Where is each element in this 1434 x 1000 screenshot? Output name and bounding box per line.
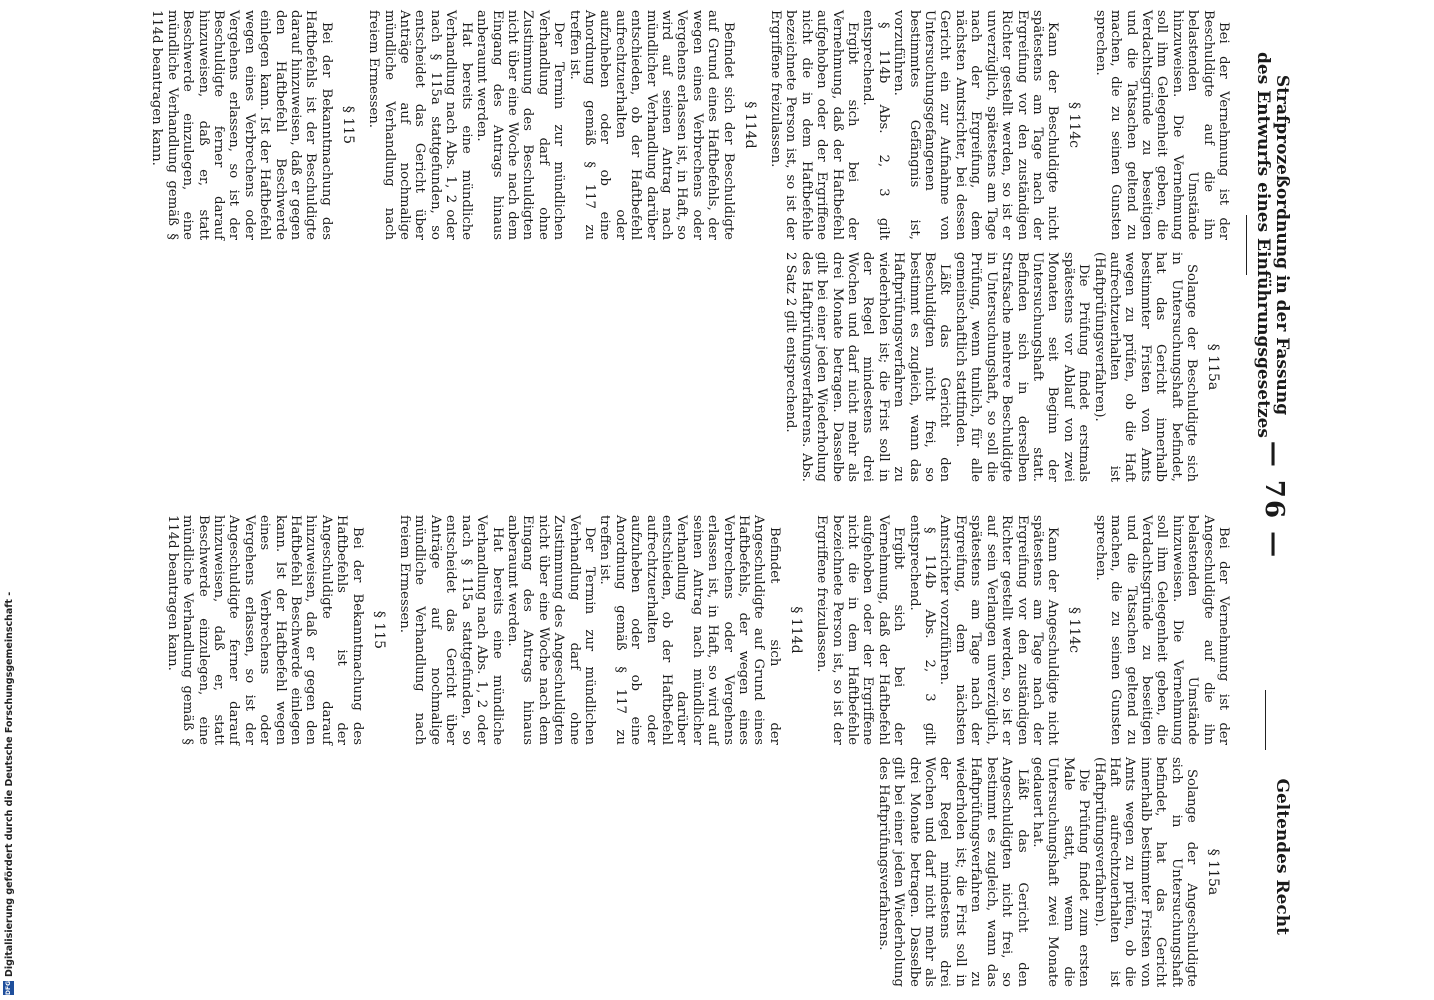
paragraph: Bei der Vernehmung ist der Beschuldigte auf die ihn belastenden Umstände hinzuweisen. Die Vernehmung soll ihm Gelegenheit geben, die Verdachtsgründe zu beseitigen und die Tatsachen geltend zu machen, die zu seinen Gunsten sprechen. <box>1092 10 1231 240</box>
heading-rule <box>1246 215 1247 275</box>
paragraph: Die Prüfung findet erstmals spätestens vor Ablauf von zwei Monaten seit Beginn der Untersuchungshaft statt. Befinden sich in derselben Strafsache mehrere Beschuldigte in Untersuchungshaft, so soll die Prüfung, wenn tunlich, für alle gemeinschaftlich stattfinden. <box>952 252 1092 482</box>
left-column-1 <box>149 10 1231 240</box>
section-title: § 115 <box>370 610 387 650</box>
paragraph: Kann der Angeschuldigte nicht spätestens am Tage nach der Ergreifung vor den zuständigen Richter gestellt werden, so ist er auf sein Verlangen unverzüglich, spätestens am Tage nach der Ergreifung, dem nächsten Amtsrichter vorzuführen. <box>937 515 1061 745</box>
paragraph: Solange der Beschuldigte sich in Untersuchungshaft befindet, hat das Gericht innerhalb bestimmter Fristen von Amts wegen zu prüfen, ob die Haft aufrechtzuerhalten ist (Haftprüfungsverfahren). <box>1091 252 1199 482</box>
digitization-credit <box>0 0 20 997</box>
paragraph: § 114b Abs. 2, 3 gilt entsprechend. <box>906 515 938 745</box>
left-heading <box>1251 0 1291 490</box>
paragraph: Befindet sich der Beschuldigte auf Grund eines Haftbefehls, der wegen eines Verbrechens oder Vergehens erlassen ist, in Haft, so wird auf seinen Antrag nach mündlicher Verhandlung darüber entschieden, ob der Haftbefehl aufrechtzuerhalten oder aufzuheben oder ob eine Anordnung gemäß § 117 zu treffen ist. <box>566 10 736 240</box>
paragraph: Ergibt sich bei der Vernehmung, daß der Haftbefehl aufgehoben oder der Ergriffene nicht die in dem Haftbefehle bezeichnete Person ist, so ist der Ergriffene freizulassen. <box>768 10 861 240</box>
section-title: § 114c <box>1066 101 1083 148</box>
right-half-current-law <box>164 505 1292 995</box>
section-title: § 115a <box>1205 343 1221 391</box>
right-column-1 <box>164 515 1231 745</box>
paragraph: Befindet sich der Angeschuldigte auf Grund eines Haftbefehls, der wegen eines Verbrechens oder Vergehens erlassen ist, in Haft, so wird auf seinen Antrag nach mündlicher Verhandlung darüber entschieden, ob der Haftbefehl aufrechtzuerhalten oder aufzuheben oder ob eine Anordnung gemäß § 117 zu treffen ist. <box>597 515 782 745</box>
paragraph: Die Prüfung findet zum ersten Male statt, wenn die Untersuchungshaft zwei Monate gedauert hat. <box>1029 757 1092 987</box>
paragraph: Kann der Beschuldigte nicht spätestens am Tage nach der Ergreifung vor den zuständigen Richter gestellt werden, so ist er unverzüglich, spätestens am Tage nach der Ergreifung, dem nächsten Amtsrichter, bei dessen Gericht ein zur Aufnahme von Untersuchungsgefangenen bestimmtes Gefängnis ist, vorzuführen. <box>891 10 1061 240</box>
dfg-logo: DFG <box>5 980 12 995</box>
credit-text: Digitalisierung gefördert durch die Deutsche Forschungsgemeinschaft - <box>4 591 15 977</box>
left-half-draft <box>149 0 1292 490</box>
paragraph: Hat bereits eine mündliche Verhandlung nach Abs. 1, 2 oder nach § 115a stattgefunden, so entscheidet das Gericht über Anträge auf nochmalige mündliche Verhandlung nach freiem Ermessen. <box>366 10 474 240</box>
paragraph: Hat bereits eine mündliche Verhandlung nach Abs. 1, 2 oder nach § 115a stattgefunden, so entscheidet das Gericht über Anträge auf nochmalige mündliche Verhandlung nach freiem Ermessen. <box>397 515 505 745</box>
paragraph: Solange der Angeschuldigte sich in Untersuchungshaft befindet, hat das Gericht innerhalb bestimmter Fristen von Amts wegen zu prüfen, ob die Haft aufrechtzuerhalten ist (Haftprüfungsverfahren). <box>1091 757 1199 987</box>
paragraph: Läßt das Gericht den Beschuldigten nicht frei, so bestimmt es zugleich, wann das Haftprüfungsverfahren zu wiederholen ist; die Frist soll in der Regel mindestens drei Wochen und darf nicht mehr als drei Monate betragen. Dasselbe gilt bei einer jeden Wiederholung des Haftprüfungsverfahrens. Abs. 2 Satz 2 gilt entsprechend. <box>783 252 953 482</box>
left-heading-line1: Strafprozeßordnung in der Fassung <box>1272 74 1292 416</box>
document-page <box>137 0 1317 1000</box>
section-title: § 114d <box>787 606 804 654</box>
right-heading <box>1251 505 1291 995</box>
section-title: § 115a <box>1205 848 1221 896</box>
section-title: § 115 <box>339 105 356 145</box>
heading-rule <box>1265 690 1266 750</box>
paragraph: Läßt das Gericht den Angeschuldigten nicht frei, so bestimmt es zugleich, wann das Haftprüfungsverfahren zu wiederholen ist; die Frist soll in der Regel mindestens drei Wochen und darf nicht mehr als drei Monate betragen. Dasselbe gilt bei einer jeden Wiederholung des Haftprüfungsverfahrens. <box>875 757 1030 987</box>
right-column-2 <box>875 757 1231 987</box>
paragraph: Der Termin zur mündlichen Verhandlung darf ohne Zustimmung des Beschuldigten nicht über eine Woche nach dem Eingang des Antrags hinaus anberaumt werden. <box>474 10 567 240</box>
left-heading-line2: des Entwurfs eines Einführungsgesetzes <box>1253 52 1273 438</box>
paragraph: Bei der Bekanntmachung des Haftbefehls ist der Beschuldigte darauf hinzuweisen, daß er gegen den Haftbefehl Beschwerde einlegen kann. Ist der Haftbefehl wegen eines Verbrechens oder Vergehens erlassen, so ist der Beschuldigte ferner darauf hinzuweisen, daß er, statt Beschwerde einzulegen, eine mündliche Verhandlung gemäß § 114d beantragen kann. <box>149 10 334 240</box>
page-number: — 76 — <box>1259 440 1289 560</box>
section-title: § 114c <box>1066 606 1083 653</box>
left-column-2 <box>783 252 1231 482</box>
paragraph: Bei der Bekanntmachung des Haftbefehls ist der Angeschuldigte darauf hinzuweisen, daß er gegen den Haftbefehl Beschwerde einlegen kann. Ist der Haftbefehl wegen eines Verbrechens oder Vergehens erlassen, so ist der Angeschuldigte ferner darauf hinzuweisen, daß er, statt Beschwerde einzulegen, eine mündliche Verhandlung gemäß § 114d beantragen kann. <box>164 515 365 745</box>
right-heading-text: Geltendes Recht <box>1272 778 1292 935</box>
section-title: § 114d <box>741 101 758 149</box>
paragraph: Der Termin zur mündlichen Verhandlung darf ohne Zustimmung des Angeschuldigten nicht über eine Woche nach dem Eingang des Antrags hinaus anberaumt werden. <box>504 515 597 745</box>
paragraph: § 114b Abs. 2, 3 gilt entsprechend. <box>860 10 891 240</box>
paragraph: Bei der Vernehmung ist der Angeschuldigte auf die ihn belastenden Umstände hinzuweisen. Die Vernehmung soll ihm Gelegenheit geben, die Verdachtsgründe zu beseitigen und die Tatsachen geltend zu machen, die zu seinen Gunsten sprechen. <box>1092 515 1231 745</box>
paragraph: Ergibt sich bei der Vernehmung, daß der Haftbefehl aufgehoben oder der Ergriffene nicht die in dem Haftbefehle bezeichnete Person ist, so ist der Ergriffene freizulassen. <box>814 515 907 745</box>
